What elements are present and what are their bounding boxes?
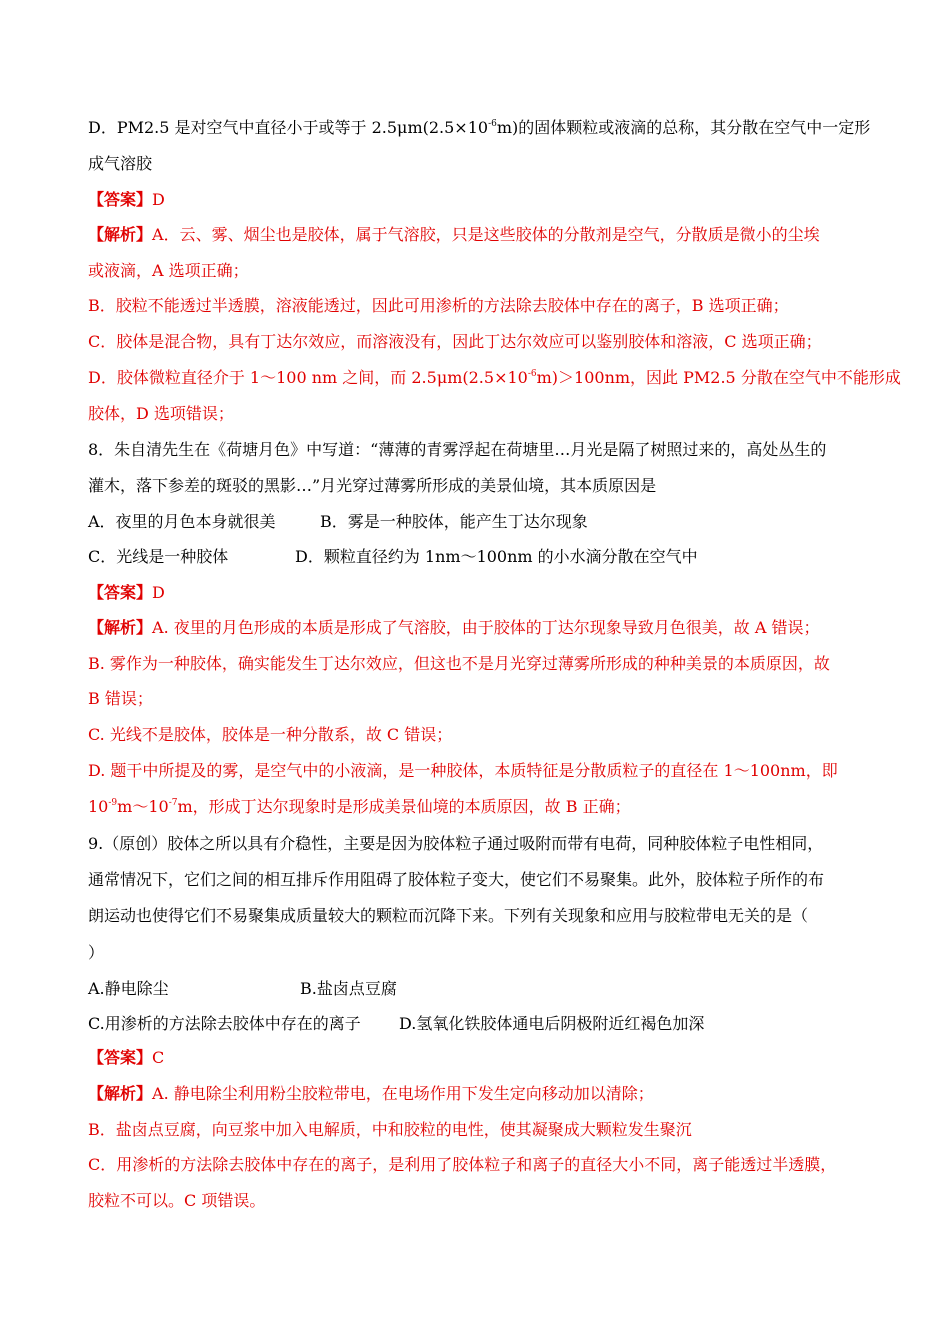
answer-tag: 【答案】 bbox=[88, 1048, 153, 1067]
q8-option-d: D．颗粒直径约为 1nm～100nm 的小水滴分散在空气中 bbox=[295, 547, 698, 566]
q9-analysis-line: B．盐卤点豆腐，向豆浆中加入电解质，中和胶粒的电性，使其凝聚成大颗粒发生聚沉 bbox=[88, 1120, 692, 1139]
q7-answer bbox=[88, 190, 165, 210]
q8-analysis-line: 【解析】A. 夜里的月色形成的本质是形成了气溶胶，由于胶体的丁达尔现象导致月色很美，故 A 错误； bbox=[88, 618, 820, 637]
q9-analysis-line: 【解析】A. 静电除尘利用粉尘胶粒带电，在电场作用下发生定向移动加以清除； bbox=[88, 1084, 654, 1103]
q9-stem-line: 通常情况下，它们之间的相互排斥作用阻碍了胶体粒子变大，使它们不易聚集。此外，胶体粒子所作的布 bbox=[88, 870, 825, 889]
answer-tag: 【答案】 bbox=[88, 190, 153, 209]
q7-analysis-line: 【解析】A．云、雾、烟尘也是胶体，属于气溶胶，只是这些胶体的分散剂是空气，分散质是微小的尘埃 bbox=[88, 225, 820, 244]
q7-option-d: D．PM2.5 是对空气中直径小于或等于 $2.5\mu m(2.5\times 10^{-6}m)$的固体颗粒或液滴的总称，其分散在空气中一定形 bbox=[88, 118, 871, 137]
q9-stem-line: 9.（原创）胶体之所以具有介稳性，主要是因为胶体粒子通过吸附而带有电荷，同种胶体粒子电性相同， bbox=[88, 834, 824, 853]
q9-option-a: A.静电除尘 bbox=[88, 979, 169, 998]
answer-value: D bbox=[152, 583, 165, 602]
analysis-tag: 【解析】 bbox=[88, 225, 153, 244]
q8-analysis-line: C. 光线不是胶体，胶体是一种分散系，故 C 错误； bbox=[88, 725, 453, 744]
q9-answer bbox=[88, 1048, 164, 1068]
q9-option-b: B.盐卤点豆腐 bbox=[300, 979, 397, 998]
q8-answer bbox=[88, 583, 165, 603]
answer-tag: 【答案】 bbox=[88, 583, 153, 602]
q8-analysis-line: B. 雾作为一种胶体，确实能发生丁达尔效应，但这也不是月光穿过薄雾所形成的种种美景的本质原因，故 bbox=[88, 654, 830, 673]
answer-value: C bbox=[152, 1048, 165, 1067]
analysis-tag: 【解析】 bbox=[88, 1084, 153, 1103]
q8-analysis-line: B 错误； bbox=[88, 689, 153, 708]
answer-value: D bbox=[152, 190, 165, 209]
q7-analysis-line: B．胶粒不能透过半透膜，溶液能透过，因此可用渗析的方法除去胶体中存在的离子，B 选项正确； bbox=[88, 296, 789, 315]
q9-stem-line: ） bbox=[88, 943, 105, 962]
q9-analysis-line: C．用渗析的方法除去胶体中存在的离子，是利用了胶体粒子和离子的直径大小不同，离子能透过半透膜， bbox=[88, 1155, 837, 1174]
q7-option-d-line2: 成气溶胶 bbox=[88, 154, 153, 173]
analysis-tag: 【解析】 bbox=[88, 618, 153, 637]
q7-analysis-line: 或液滴，A 选项正确； bbox=[88, 261, 249, 280]
q8-stem-line: 8．朱自清先生在《荷塘月色》中写道：“薄薄的青雾浮起在荷塘里…月光是隔了树照过来的，高处丛生的 bbox=[88, 440, 827, 459]
q7-analysis-line: C．胶体是混合物，具有丁达尔效应，而溶液没有，因此丁达尔效应可以鉴别胶体和溶液，C 选项正确； bbox=[88, 332, 822, 351]
q8-analysis-last: $10^{-9}m\sim 10^{-7}m$，形成丁达尔现象时是形成美景仙境的本质原因，故 B 正确； bbox=[88, 797, 631, 816]
q9-option-d: D.氢氧化铁胶体通电后阴极附近红褐色加深 bbox=[399, 1014, 705, 1033]
q9-analysis-line: 胶粒不可以。C 项错误。 bbox=[88, 1191, 266, 1210]
q8-option-a: A．夜里的月色本身就很美 bbox=[88, 512, 276, 531]
q8-analysis-line: D. 题干中所提及的雾，是空气中的小液滴，是一种胶体，本质特征是分散质粒子的直径在 1～100nm，即 bbox=[88, 761, 838, 780]
q7-analysis-d: D．胶体微粒直径介于 1～100 nm 之间，而 $2.5\mu m(2.5\times 10^{-6}m)>100nm$，因此 PM2.5 分散在空气中不能形成 bbox=[88, 368, 901, 387]
q8-option-b: B．雾是一种胶体，能产生丁达尔现象 bbox=[320, 512, 588, 531]
q8-stem-line: 灌木，落下参差的斑驳的黑影…”月光穿过薄雾所形成的美景仙境，其本质原因是 bbox=[88, 476, 657, 495]
q8-option-c: C．光线是一种胶体 bbox=[88, 547, 229, 566]
q7-analysis-d-line2: 胶体，D 选项错误； bbox=[88, 404, 234, 423]
q9-stem-line: 朗运动也使得它们不易聚集成质量较大的颗粒而沉降下来。下列有关现象和应用与胶粒带电无关的是（ bbox=[88, 906, 809, 925]
q9-option-c: C.用渗析的方法除去胶体中存在的离子 bbox=[88, 1014, 361, 1033]
